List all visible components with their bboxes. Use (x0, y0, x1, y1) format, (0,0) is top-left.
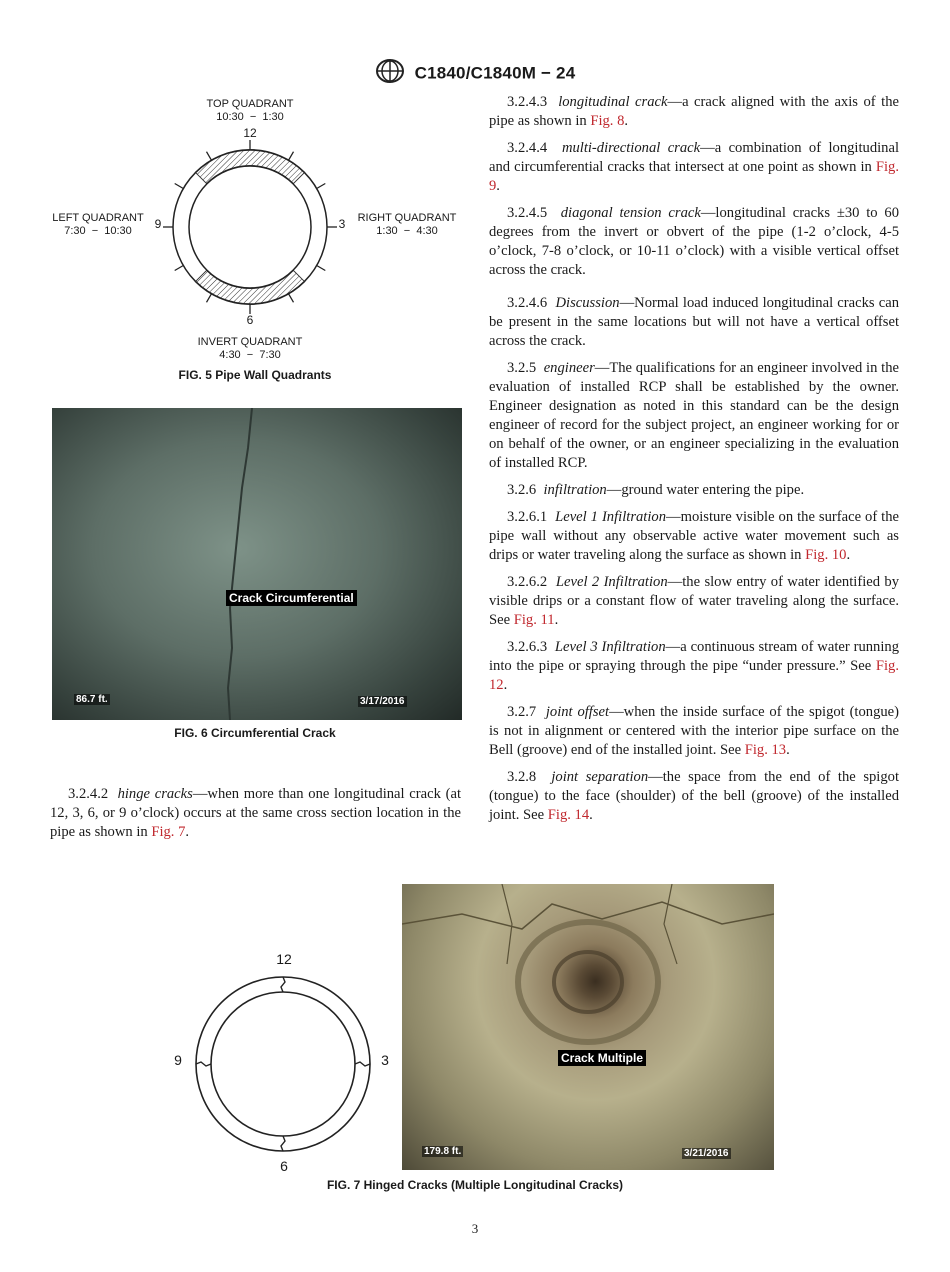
crack-circumferential-label: Crack Circumferential (226, 590, 357, 606)
term: Level 1 Infiltration (555, 509, 667, 525)
paragraph-number: 3.2.6 (507, 482, 537, 498)
left-quadrant-label (48, 212, 148, 238)
hinge-crack-marks (196, 977, 370, 1151)
circumferential-crack-photo (52, 408, 462, 720)
paragraph-tail: . (185, 824, 190, 840)
fig5-clock-12: 12 (243, 126, 257, 140)
fig7-link[interactable]: Fig. 7 (151, 824, 186, 840)
left-quadrant-title: LEFT QUADRANT (52, 212, 144, 224)
paragraph-3-2-4-6 (489, 294, 899, 351)
paragraph-3-2-6-1 (489, 508, 899, 565)
paragraph-text: —The qualifications for an engineer involved in the evaluation of installed RCP shall be established by the owner. Engineer designation as noted in this standard can be the design engineer of record for the subject project, an engineer working for or on behalf of the owner, or an engineer specializing in the evaluation of installed RCP. (489, 360, 899, 471)
paragraph-number: 3.2.5 (507, 360, 537, 376)
fig5-clock-6: 6 (246, 313, 254, 327)
paragraph-text: —the slow entry of water identified by visible drips or a constant flow of water traveling along the surface. See (489, 574, 899, 628)
astm-logo-icon (375, 58, 405, 89)
paragraph-number: 3.2.6.3 (507, 639, 548, 655)
paragraph-text: —a continuous stream of water running into the pipe or spraying through the pipe “under pressure.” See (489, 639, 899, 674)
paragraph-tail: . (554, 612, 559, 628)
fig11-link[interactable]: Fig. 11 (513, 612, 555, 628)
paragraph-3-2-4-5 (489, 204, 899, 280)
hinged-cracks-diagram (193, 972, 373, 1156)
paragraph-3-2-8 (489, 768, 899, 825)
paragraph-3-2-4-4 (489, 139, 899, 196)
fig7-caption: FIG. 7 Hinged Cracks (Multiple Longitudinal Cracks) (326, 1178, 624, 1192)
paragraph-number: 3.2.6.2 (507, 574, 548, 590)
term: engineer (543, 360, 595, 376)
invert-quadrant-range: 4:30 − 7:30 (219, 349, 281, 361)
crack-multiple-label: Crack Multiple (558, 1050, 646, 1066)
paragraph-text: —longitudinal cracks ±30 to 60 degrees from the invert or obvert of the pipe (1-2 o’clock, 4-5 o’clock, 7-8 o’clock, or 10-11 o’clock) with a visible vertical offset across the crack. (489, 205, 899, 278)
term: joint offset (545, 704, 610, 720)
page-number: 3 (471, 1221, 479, 1236)
fig7-date-stamp: 3/21/2016 (684, 1148, 729, 1159)
paragraph-tail: . (589, 807, 593, 823)
paragraph-text: —when more than one longitudinal crack (at 12, 3, 6, or 9 o’clock) occurs at the same cross section location in the pipe as shown in (50, 786, 461, 840)
standard-designation: C1840/C1840M − 24 (414, 63, 576, 83)
fig6-distance-stamp: 86.7 ft. (76, 694, 108, 705)
paragraph-number: 3.2.4.2 (68, 786, 109, 802)
left-quadrant-range: 7:30 − 10:30 (64, 225, 132, 237)
top-quadrant-label (190, 98, 310, 124)
top-quadrant-title: TOP QUADRANT (206, 98, 294, 110)
paragraph-text: —when the inside surface of the spigot (tongue) is not in alignment or centered with the interior pipe surface on the Bell (groove) end of the installed joint. See (489, 704, 900, 758)
fig7-clock-9: 9 (174, 1052, 182, 1068)
paragraph-3-2-4-2 (50, 785, 461, 842)
fig5-clock-9: 9 (154, 217, 162, 231)
fig5-clock-3: 3 (338, 217, 346, 231)
inner-ring-circle (211, 992, 355, 1136)
fig6-caption: FIG. 6 Circumferential Crack (174, 726, 336, 740)
paragraph-number: 3.2.6.1 (507, 509, 548, 525)
fig13-link[interactable]: Fig. 13 (744, 742, 787, 758)
top-quadrant-range: 10:30 − 1:30 (216, 111, 284, 123)
right-quadrant-range: 1:30 − 4:30 (376, 225, 438, 237)
fig9-link[interactable]: Fig. 9 (489, 159, 899, 194)
term: joint separation (551, 769, 649, 785)
pipe-interior-graphic (402, 884, 774, 1170)
fig7-clock-6: 6 (280, 1158, 288, 1174)
fig14-link[interactable]: Fig. 14 (547, 807, 590, 823)
inner-wall-circle (189, 166, 311, 288)
term: hinge cracks (117, 786, 193, 802)
paragraph-number: 3.2.4.4 (507, 140, 548, 156)
paragraph-3-2-4-3 (489, 93, 899, 131)
left-column (50, 785, 461, 850)
term: diagonal tension crack (560, 205, 701, 221)
paragraph-3-2-6-2 (489, 573, 899, 630)
paragraph-3-2-6 (489, 481, 899, 500)
paragraph-text: —the space from the end of the spigot (tongue) to the face (shoulder) of the bell (groove) of the installed joint. See (489, 769, 899, 823)
paragraph-text: —a combination of longitudinal and circumferential cracks that intersect at one point as shown in (489, 140, 900, 175)
fig12-link[interactable]: Fig. 12 (489, 658, 899, 693)
paragraph-tail: . (624, 113, 629, 129)
hinged-cracks-photo (402, 884, 774, 1170)
paragraph-tail: . (503, 677, 508, 693)
term: Level 2 Infiltration (555, 574, 668, 590)
fig5-caption: FIG. 5 Pipe Wall Quadrants (178, 368, 332, 382)
invert-quadrant-label (188, 336, 312, 362)
paragraph-text: —ground water entering the pipe. (606, 482, 805, 498)
right-quadrant-label (352, 212, 462, 238)
page-header (0, 58, 950, 89)
paragraph-number: 3.2.4.3 (507, 94, 548, 110)
fig7-clock-3: 3 (381, 1052, 389, 1068)
fig7-clock-12: 12 (276, 951, 292, 967)
fig8-link[interactable]: Fig. 8 (590, 113, 625, 129)
paragraph-number: 3.2.4.6 (507, 295, 548, 311)
paragraph-3-2-7 (489, 703, 899, 760)
invert-quadrant-title: INVERT QUADRANT (197, 336, 303, 348)
fig6-date-stamp: 3/17/2016 (360, 696, 405, 707)
pipe-wall-quadrants-diagram (160, 132, 340, 322)
paragraph-text: —Normal load induced longitudinal cracks can be present in the same locations but will not have a vertical offset across the crack. (489, 295, 899, 349)
term: infiltration (543, 482, 607, 498)
term: Level 3 Infiltration (554, 639, 666, 655)
paragraph-3-2-6-3 (489, 638, 899, 695)
right-quadrant-title: RIGHT QUADRANT (357, 212, 457, 224)
fig7-distance-stamp: 179.8 ft. (424, 1146, 462, 1157)
paragraph-text: —a crack aligned with the axis of the pipe as shown in (489, 94, 899, 129)
term: longitudinal crack (558, 94, 668, 110)
paragraph-number: 3.2.7 (507, 704, 537, 720)
paragraph-number: 3.2.8 (507, 769, 537, 785)
paragraph-3-2-5 (489, 359, 899, 473)
term: Discussion (555, 295, 620, 311)
paragraph-tail: . (786, 742, 790, 758)
term: multi-directional crack (561, 140, 701, 156)
paragraph-text: —moisture visible on the surface of the pipe wall without any observable active water movement such as drips or water traveling along the surface as shown in (489, 509, 899, 563)
crack-line-graphic (52, 408, 462, 720)
paragraph-number: 3.2.4.5 (507, 205, 548, 221)
fig10-link[interactable]: Fig. 10 (805, 547, 847, 563)
paragraph-tail: . (496, 178, 500, 194)
outer-ring-circle (196, 977, 370, 1151)
right-column (489, 93, 899, 833)
paragraph-tail: . (846, 547, 851, 563)
